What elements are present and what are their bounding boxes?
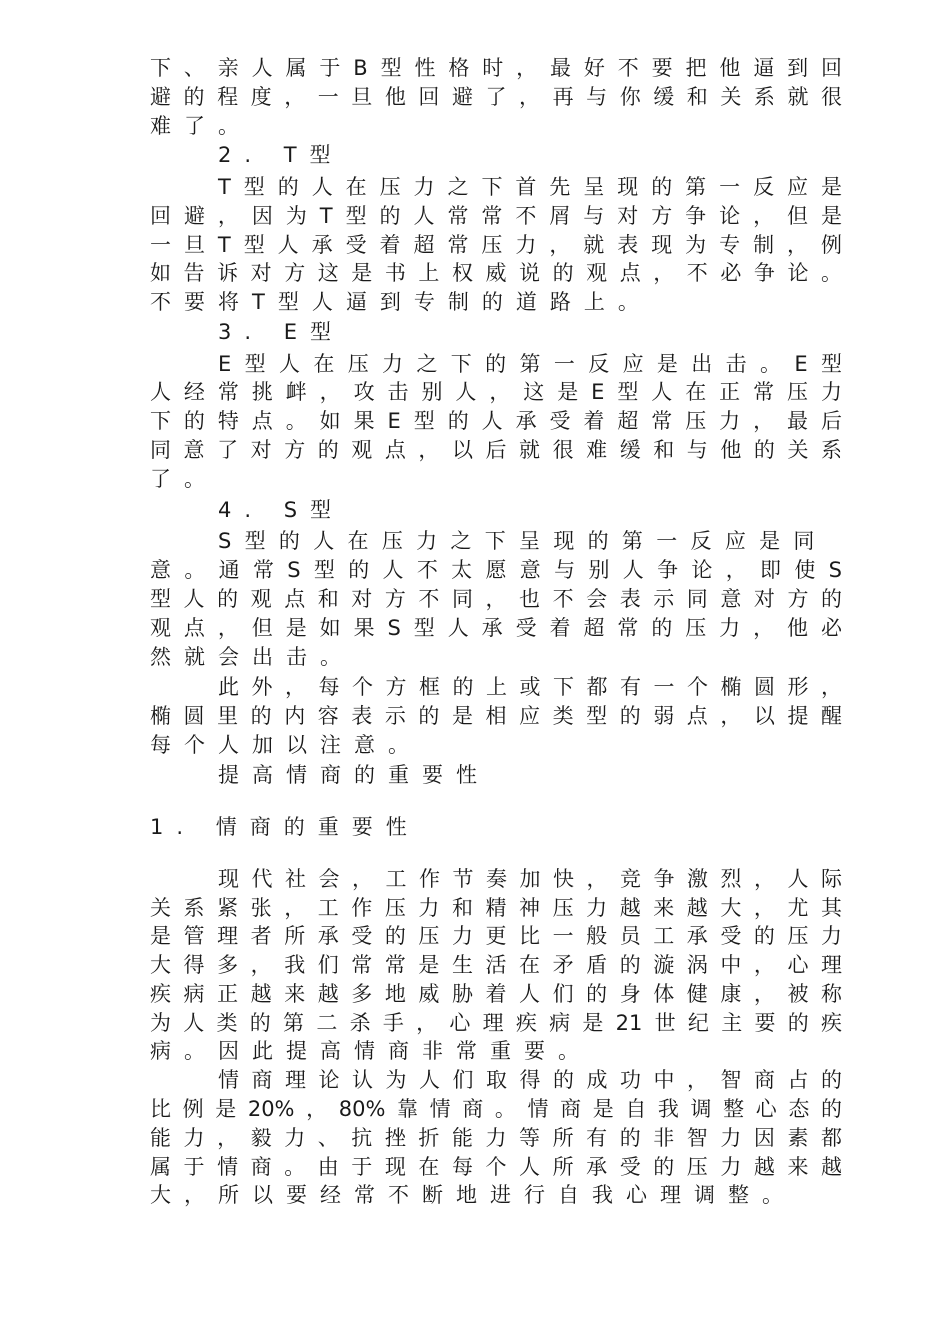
text-line: 下、亲人属于B型性格时，最好不要把他逼到回: [150, 56, 842, 80]
text-line: 大得多，我们常常是生活在矛盾的漩涡中，心理: [150, 953, 842, 977]
section-heading: 4. S型: [218, 498, 345, 522]
text-line: 难了。: [150, 114, 252, 138]
section-heading: 3. E型: [218, 320, 344, 344]
section-heading: 提高情商的重要性: [218, 763, 490, 787]
text-line: 病。因此提高情商非常重要。: [150, 1039, 592, 1063]
text-line: 回避，因为T型的人常常不屑与对方争论，但是: [150, 204, 842, 228]
text-line: 人经常挑衅，攻击别人，这是E型人在正常压力: [150, 380, 842, 404]
text-line: 大，所以要经常不断地进行自我心理调整。: [150, 1183, 796, 1207]
text-line: 疾病正越来越多地威胁着人们的身体健康，被称: [150, 982, 842, 1006]
text-line: S型的人在压力之下呈现的第一反应是同: [218, 529, 828, 553]
text-line: 下的特点。如果E型的人承受着超常压力，最后: [150, 409, 842, 433]
text-line: 椭圆里的内容表示的是相应类型的弱点，以提醒: [150, 704, 842, 728]
text-line: 比例是20%，80%靠情商。情商是自我调整心态的: [150, 1097, 842, 1121]
text-line: 为人类的第二杀手，心理疾病是21世纪主要的疾: [150, 1011, 842, 1035]
text-line: 了。: [150, 467, 218, 491]
text-line: E型人在压力之下的第一反应是出击。E型: [218, 352, 842, 376]
text-line: 一旦T型人承受着超常压力，就表现为专制，例: [150, 233, 842, 257]
text-line: 型人的观点和对方不同，也不会表示同意对方的: [150, 587, 842, 611]
text-line: 现代社会，工作节奏加快，竞争激烈，人际: [218, 867, 842, 891]
text-line: 意。通常S型的人不太愿意与别人争论，即使S: [150, 558, 842, 582]
text-line: 不要将T型人逼到专制的道路上。: [150, 290, 652, 314]
text-line: 避的程度，一旦他回避了，再与你缓和关系就很: [150, 85, 842, 109]
text-line: 同意了对方的观点，以后就很难缓和与他的关系: [150, 438, 842, 462]
text-line: 关系紧张，工作压力和精神压力越来越大，尤其: [150, 896, 842, 920]
text-line: 情商理论认为人们取得的成功中，智商占的: [218, 1068, 842, 1092]
section-heading: 2. T型: [218, 143, 344, 167]
text-line: 观点，但是如果S型人承受着超常的压力，他必: [150, 616, 842, 640]
text-line: 每个人加以注意。: [150, 733, 422, 757]
text-line: 如告诉对方这是书上权威说的观点，不必争论。: [150, 261, 842, 285]
text-line: 能力，毅力、抗挫折能力等所有的非智力因素都: [150, 1126, 842, 1150]
text-line: 属于情商。由于现在每个人所承受的压力越来越: [150, 1155, 842, 1179]
text-line: T型的人在压力之下首先呈现的第一反应是: [218, 175, 842, 199]
text-line: 然就会出击。: [150, 645, 354, 669]
text-line: 是管理者所承受的压力更比一般员工承受的压力: [150, 924, 842, 948]
text-line: 此外，每个方框的上或下都有一个椭圆形，: [218, 675, 842, 699]
subsection-heading: 1. 情商的重要性: [150, 815, 420, 839]
